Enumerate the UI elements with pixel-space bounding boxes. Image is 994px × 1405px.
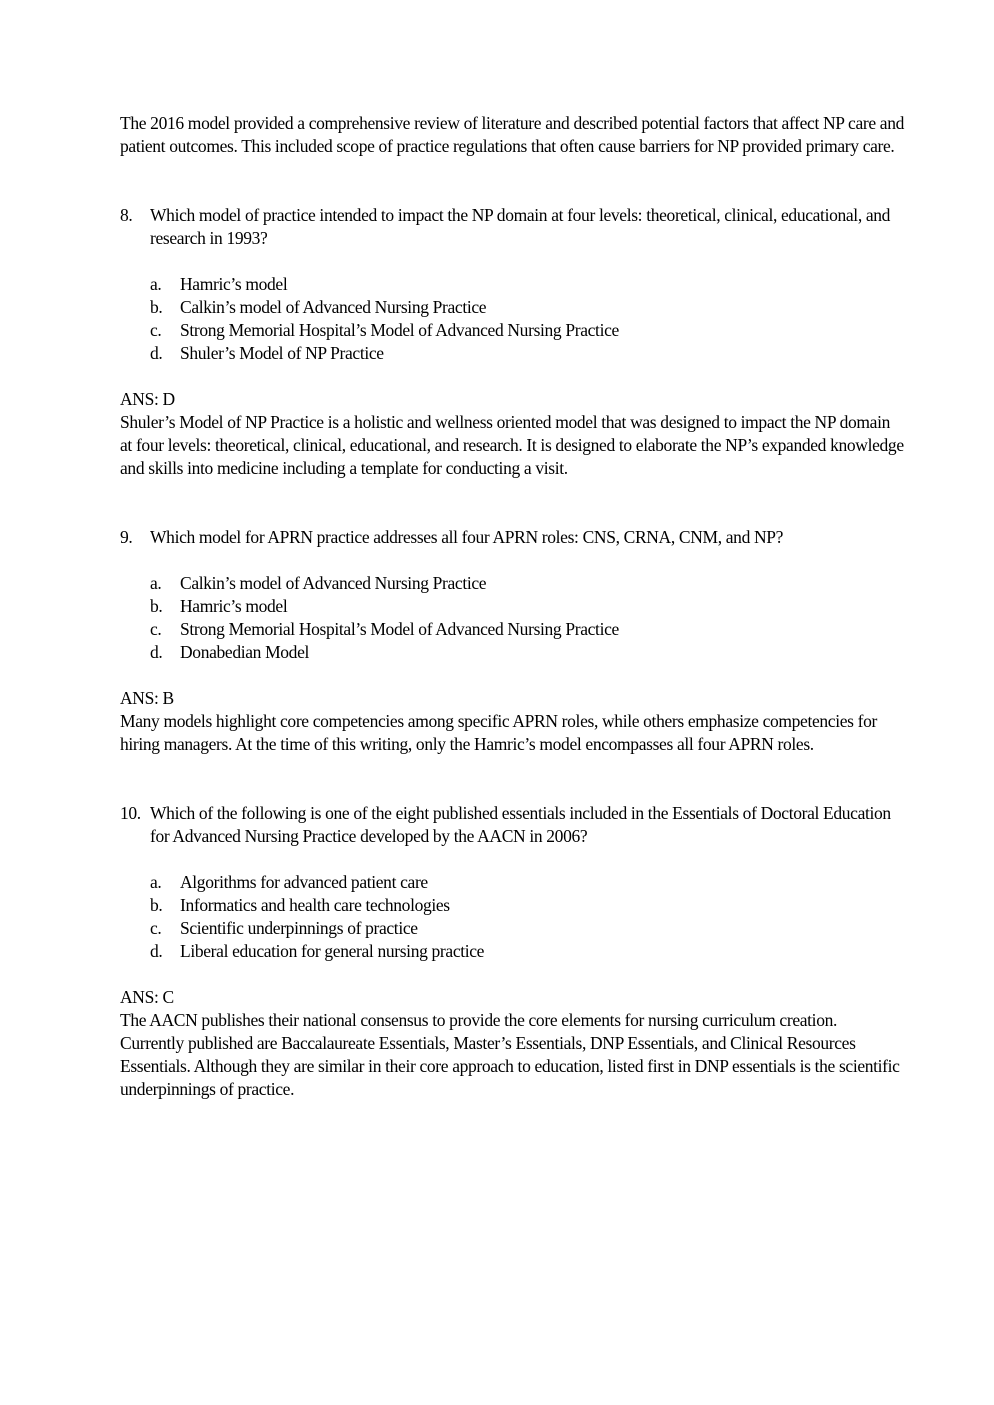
options-list [120, 572, 904, 664]
option-text: Hamric’s model [180, 596, 288, 616]
option-item [150, 572, 904, 595]
option-letter: b. [150, 297, 163, 317]
option-text: Scientific underpinnings of practice [180, 918, 418, 938]
option-item [150, 296, 904, 319]
option-text: Liberal education for general nursing practice [180, 941, 485, 961]
question-stem [120, 204, 904, 250]
option-item [150, 595, 904, 618]
option-letter: b. [150, 596, 163, 616]
answer-key: ANS: D [120, 389, 175, 409]
answer-rationale: Shuler’s Model of NP Practice is a holistic and wellness oriented model that was designed to impact the NP domain at four levels: theoretical, clinical, educational, and research. It is designed to elaborate the NP’s expanded knowledge and skills into medicine including a template for conducting a visit. [120, 412, 904, 478]
option-letter: d. [150, 343, 163, 363]
option-letter: c. [150, 619, 162, 639]
question-stem [120, 802, 904, 848]
question-block [120, 802, 904, 1101]
question-number: 10. [120, 803, 141, 823]
question-number: 8. [120, 205, 133, 225]
option-text: Calkin’s model of Advanced Nursing Practice [180, 573, 487, 593]
question-text: Which model of practice intended to impact the NP domain at four levels: theoretical, clinical, educational, and research in 1993? [150, 205, 891, 248]
option-letter: d. [150, 941, 163, 961]
option-text: Strong Memorial Hospital’s Model of Advanced Nursing Practice [180, 320, 619, 340]
option-text: Informatics and health care technologies [180, 895, 450, 915]
option-item [150, 871, 904, 894]
option-letter: a. [150, 872, 162, 892]
question-number: 9. [120, 527, 133, 547]
options-list [120, 871, 904, 963]
answer-key: ANS: B [120, 688, 174, 708]
question-stem [120, 526, 904, 549]
answer-rationale: Many models highlight core competencies among specific APRN roles, while others emphasize competencies for hiring managers. At the time of this writing, only the Hamric’s model encompasses all four APRN roles. [120, 711, 877, 754]
option-item [150, 342, 904, 365]
option-letter: a. [150, 274, 162, 294]
option-text: Calkin’s model of Advanced Nursing Practice [180, 297, 487, 317]
option-text: Strong Memorial Hospital’s Model of Advanced Nursing Practice [180, 619, 619, 639]
option-text: Hamric’s model [180, 274, 288, 294]
intro-paragraph: The 2016 model provided a comprehensive review of literature and described potential factors that affect NP care and patient outcomes. This included scope of practice regulations that often cause barriers for NP provided primary care. [120, 113, 905, 156]
question-block [120, 526, 904, 756]
option-item [150, 273, 904, 296]
option-item [150, 894, 904, 917]
question-text: Which model for APRN practice addresses all four APRN roles: CNS, CRNA, CNM, and NP? [150, 527, 784, 547]
option-letter: b. [150, 895, 163, 915]
document-page [120, 112, 904, 1101]
option-letter: a. [150, 573, 162, 593]
option-text: Donabedian Model [180, 642, 310, 662]
option-item [150, 940, 904, 963]
option-text: Algorithms for advanced patient care [180, 872, 428, 892]
options-list [120, 273, 904, 365]
question-block [120, 204, 904, 480]
option-item [150, 917, 904, 940]
question-text: Which of the following is one of the eight published essentials included in the Essentials of Doctoral Education for Advanced Nursing Practice developed by the AACN in 2006? [150, 803, 891, 846]
option-letter: d. [150, 642, 163, 662]
answer-rationale: The AACN publishes their national consensus to provide the core elements for nursing curriculum creation. Currently published are Baccalaureate Essentials, Master’s Essentials, DNP Essentials, and Clinical Resources Essentials. Although they are similar in their core approach to education, listed first in DNP essentials is the scientific underpinnings of practice. [120, 1010, 900, 1099]
option-item [150, 618, 904, 641]
option-letter: c. [150, 918, 162, 938]
answer-key: ANS: C [120, 987, 174, 1007]
option-item [150, 319, 904, 342]
option-item [150, 641, 904, 664]
option-text: Shuler’s Model of NP Practice [180, 343, 384, 363]
option-letter: c. [150, 320, 162, 340]
